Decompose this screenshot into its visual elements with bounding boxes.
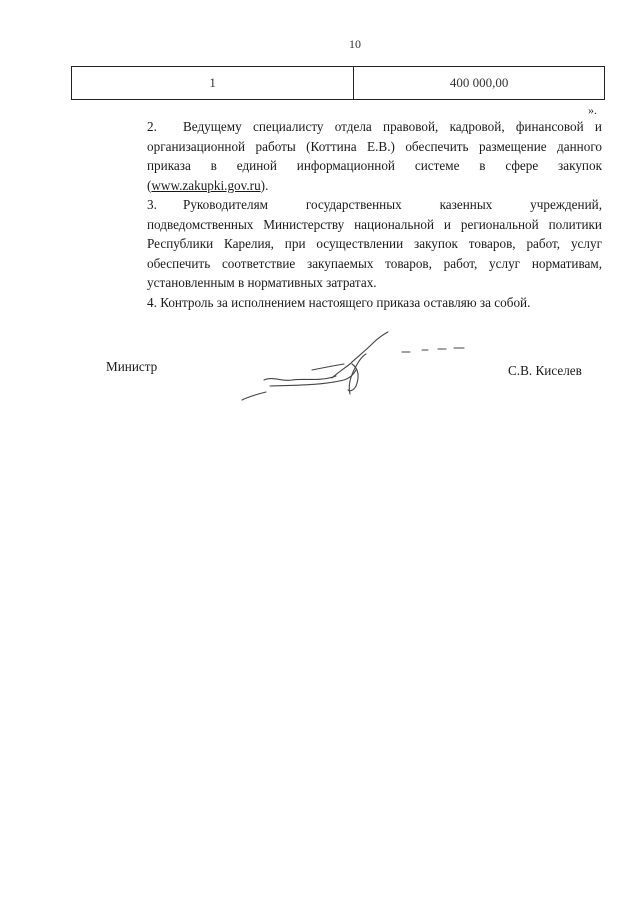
item-3-paragraph (106, 195, 602, 293)
item-3-number: 3. (147, 197, 157, 212)
item-2-text: Ведущему специалисту отдела правовой, кадровой, финансовой и организационной работы (Коттина Е.В.) обеспечить размещение данного приказа в единой информационной системе в сфере закупок (147, 119, 602, 173)
order-body (106, 117, 602, 312)
item-3-text: Руководителям государственных казенных учреждений, подведомственных Министерству национальной и региональной политики Республики Карелия, при осуществлении закупок товаров, работ, услуг обеспечить соответствие закупаемых товаров, работ, услуг нормативам, (147, 197, 602, 271)
table-cell-amount: 400 000,00 (354, 67, 605, 100)
item-2-link-open: ( (147, 177, 152, 193)
zakupki-link[interactable]: www.zakupki.gov.ru (151, 177, 261, 193)
signer-name: С.В. Киселев (508, 363, 582, 378)
handwritten-signature (232, 330, 492, 410)
table-row (72, 67, 605, 100)
amounts-table (71, 66, 605, 100)
item-2-link-line (147, 176, 602, 196)
item-3-last-line: установленным в нормативных затратах. (147, 275, 377, 290)
item-2-number: 2. (147, 119, 157, 134)
item-2-paragraph (106, 117, 602, 195)
table-cell-index: 1 (72, 67, 354, 100)
closing-quote: ». (588, 103, 597, 117)
item-4-paragraph: 4. Контроль за исполнением настоящего приказа оставляю за собой. (147, 294, 531, 310)
item-2-link-close: ). (260, 177, 269, 193)
page-number: 10 (349, 37, 361, 51)
signer-title: Министр (106, 359, 158, 374)
